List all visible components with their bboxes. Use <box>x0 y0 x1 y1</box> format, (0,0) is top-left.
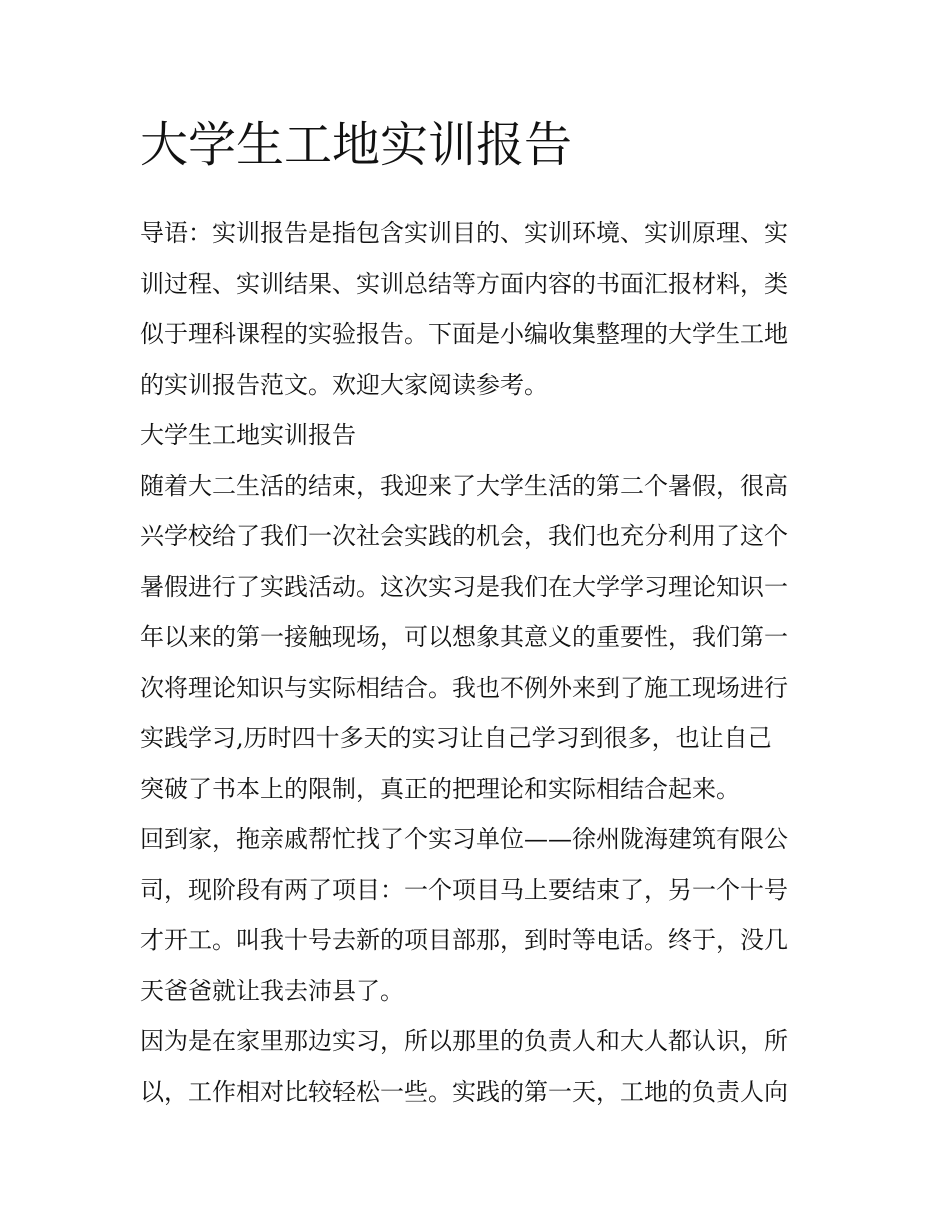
document-title: 大学生工地实训报告 <box>140 117 573 173</box>
text-line: 随着大二生活的结束，我迎来了大学生活的第二个暑假，很高 <box>140 471 788 500</box>
text-line: 兴学校给了我们一次社会实践的机会，我们也充分利用了这个 <box>140 522 788 550</box>
text-line: 年以来的第一接触现场，可以想象其意义的重要性，我们第一 <box>140 623 788 651</box>
text-line: 回到家，拖亲戚帮忙找了个实习单位——徐州陇海建筑有限公 <box>140 825 788 853</box>
text-line: 才开工。叫我十号去新的项目部那，到时等电话。终于，没几 <box>140 926 788 954</box>
text-line: 突破了书本上的限制，真正的把理论和实际相结合起来。 <box>140 774 740 803</box>
text-line: 次将理论知识与实际相结合。我也不例外来到了施工现场进行 <box>140 673 788 702</box>
text-line: 暑假进行了实践活动。这次实习是我们在大学学习理论知识一 <box>140 572 788 601</box>
text-line: 的实训报告范文。欢迎大家阅读参考。 <box>140 370 548 399</box>
text-line: 大学生工地实训报告 <box>140 421 356 449</box>
intro-paragraph <box>140 208 815 410</box>
body-paragraph <box>140 461 815 815</box>
text-line: 因为是在家里那边实习，所以那里的负责人和大人都认识，所 <box>140 1027 788 1055</box>
body-paragraph <box>140 1016 815 1117</box>
text-line: 导语：实训报告是指包含实训目的、实训环境、实训原理、实 <box>140 219 788 247</box>
text-line: 实践学习,历时四十多天的实习让自己学习到很多，也让自己 <box>140 724 772 752</box>
section-heading <box>140 410 815 461</box>
body-paragraph <box>140 814 815 1016</box>
text-line: 天爸爸就让我去沛县了。 <box>140 976 404 1005</box>
text-line: 以，工作相对比较轻松一些。实践的第一天，工地的负责人向 <box>140 1077 788 1106</box>
text-line: 训过程、实训结果、实训总结等方面内容的书面汇报材料，类 <box>140 269 788 298</box>
text-line: 司，现阶段有两了项目：一个项目马上要结束了，另一个十号 <box>140 875 788 904</box>
document-body <box>140 112 815 1117</box>
text-line: 似于理科课程的实验报告。下面是小编收集整理的大学生工地 <box>140 320 788 348</box>
